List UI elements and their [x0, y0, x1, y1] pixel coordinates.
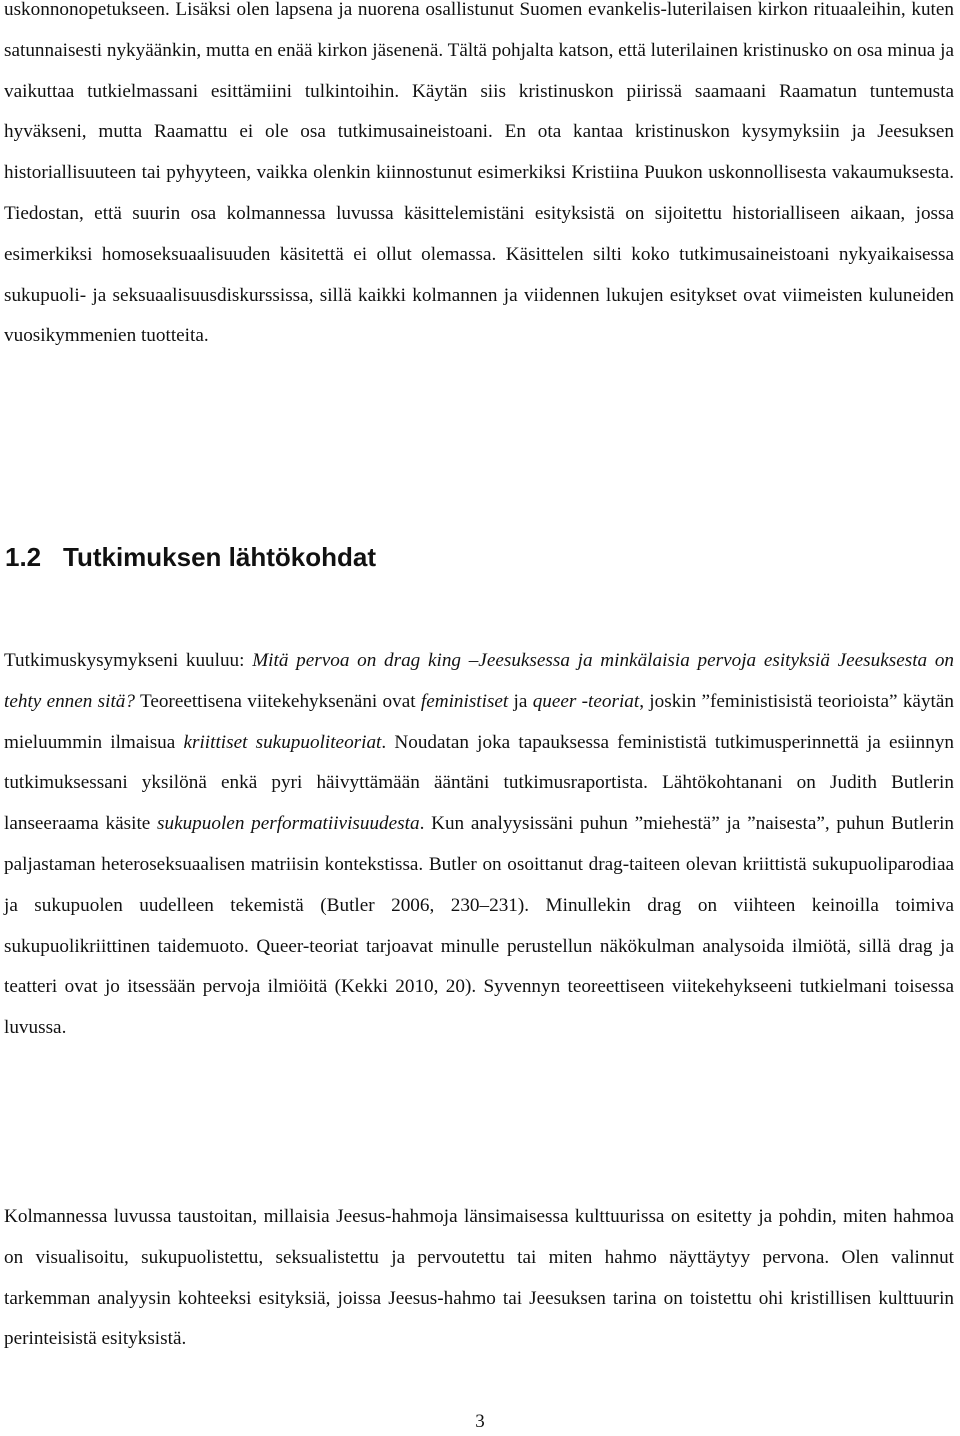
text-run: Kolmannessa luvussa taustoitan, millaisia Jeesus-hahmoja länsimaisessa kulttuurissa on esitetty ja pohdin, miten hahmoa on visualisoitu, sukupuolistettu, seksualistettu ja pervoutettu tai miten hahmo näyttäytyy pervona. Olen valinnut tarkemman analyysin kohteeksi esityksiä, joissa Jeesus-hahmo tai Jeesuksen tarina on toistettu ohi kristillisen kulttuurin perinteisistä esityksistä. — [4, 1206, 954, 1350]
text-line: kuluneiden vuosikymmenien tuotteita. — [4, 284, 954, 347]
text-line: seksuaalisuusdiskurssissa, sillä kaikki kolmannen ja viidennen lukujen esitykset ovat viimeisten — [112, 284, 869, 306]
text-run: . Noudatan joka tapauksessa feminististä tutkimusperinnettä ja esiinnyn tutkimuksessani yksilönä enkä pyri häivyttämään ääntäni tutkimusraportista. Lähtökohtanani on Judith Butlerin lanseeraama käsite — [4, 731, 955, 835]
text-line: esityksistä on sijoitettu historialliseen aikaan, jossa esimerkiksi homoseksuaalisuuden käsitettä ei — [4, 202, 954, 265]
text-line: uskonnonopetukseen. Lisäksi olen lapsena ja nuorena osallistunut Suomen evankelis-luterilaisen — [4, 0, 758, 20]
text-line: katson, että luterilainen kristinusko on osa minua ja vaikuttaa tutkielmassani esittämiini — [4, 39, 954, 102]
text-line: historiallisuuteen tai pyhyyteen, vaikka olenkin kiinnostunut esimerkiksi Kristiina Puukon — [4, 162, 709, 184]
term-feminist: feministiset — [420, 690, 509, 712]
text-run: ja — [508, 690, 533, 712]
paragraph-research-question — [4, 641, 954, 1049]
text-run: Teoreettisena viitekehyksenäni ovat — [135, 690, 421, 712]
text-run: , joskin ”feministisistä teorioista” käytän mieluummin ilmaisua — [4, 690, 954, 753]
term-queer: queer -teoriat — [532, 690, 640, 712]
text-line: uskonnollisesta vakaumuksesta. Tiedostan, että suurin osa kolmannessa luvussa käsittelemistäni — [4, 162, 954, 224]
text-run: Tutkimuskysymykseni kuuluu: — [4, 650, 253, 671]
term-critical-gender: kriittiset sukupuoliteoriat — [183, 731, 382, 753]
text-run: . Kun analyysissäni puhun ”miehestä” ja ”naisesta”, puhun Butlerin paljastaman heteroseksuaalisen matriisin kontekstissa. Butler on osoittanut drag-taiteen olevan kriittistä sukupuoliparodiaa ja sukupuolen uudelleen tekemistä (Butler 2006, 230–231). Minullekin drag on viihteen keinoilla toimiva sukupuolikriittinen taidemuoto. Queer-teoriat tarjoavat minulle perustellun näkökulman analysoida ilmiötä, sillä drag ja teatteri ovat jo itsessään pervoja ilmiöitä (Kekki 2010, 20). Syvennyn teoreettiseen viitekehykseeni tutkielmani toisessa luvussa. — [4, 813, 955, 1039]
page-number: 3 — [475, 1411, 485, 1432]
section-heading — [5, 537, 376, 577]
section-title: Tutkimuksen lähtökohdat — [63, 542, 376, 572]
section-number: 1.2 — [5, 542, 42, 572]
research-question: Mitä pervoa on drag king –Jeesuksessa ja minkälaisia pervoja esityksiä Jeesuksesta on tehty ennen sitä? — [4, 650, 955, 712]
paragraph-intro — [4, 0, 954, 357]
paragraph-chapter-three — [4, 1197, 954, 1360]
text-line: tulkintoihin. Käytän siis kristinuskon piirissä saamaani Raamatun tuntemusta hyväkseni, mutta — [4, 80, 954, 143]
text-line: Raamattu ei ole osa tutkimusaineistoani. En ota kantaa kristinuskon kysymyksiin ja Jeesuksen — [153, 121, 954, 143]
text-line: kirkon rituaaleihin, kuten satunnaisesti nykyäänkin, mutta en enää kirkon jäsenenä. Tältä pohjalta — [4, 0, 954, 61]
term-performativity: sukupuolen performatiivisuudesta — [157, 813, 420, 835]
text-line: ollut olemassa. Käsittelen silti koko tutkimusaineistoani nykyaikaisessa sukupuoli- ja — [4, 243, 955, 306]
